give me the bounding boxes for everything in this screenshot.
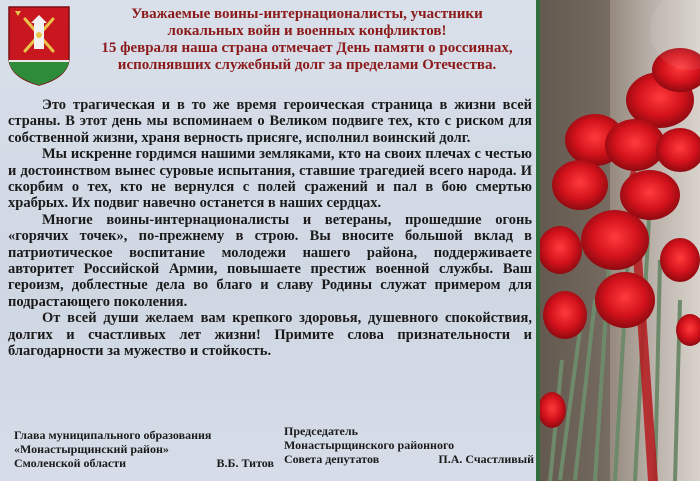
title-line-3: 15 февраля наша страна отмечает День памяти о россиянах, (101, 40, 513, 56)
sig-left-row (14, 456, 274, 470)
signature-council (284, 424, 534, 466)
carnations-photo (540, 0, 700, 481)
title-line-4: исполнявших служебный долг за пределами Отечества. (117, 57, 497, 73)
sig-left-line-3: Смоленской области (14, 456, 127, 470)
greeting-title (82, 6, 532, 74)
sig-right-line-2: Монастырщинского районного (284, 438, 455, 452)
paragraph-4: От всей души желаем вам крепкого здоровья, душевного спокойствия, долгих и счастливых лет жизни! Примите слова признательности и благодарности за мужество и стойкость. (8, 310, 532, 360)
sig-right-name: П.А. Счастливый (438, 452, 534, 466)
sig-left-line-1: Глава муниципального образования (14, 428, 212, 442)
paragraph-2: Мы искренне гордимся нашими земляками, кто на своих плечах с честью и достоинством вынес суровые испытания, ставшие трагедией всего народа. И скорбим о тех, кто не вернулся с полей сражений и пал в бою смертью храбрых. Их подвиг навечно останется в наших сердцах. (8, 146, 532, 212)
sig-left-name: В.Б. Титов (216, 456, 274, 470)
sig-right-row (284, 452, 534, 466)
paragraph-3: Многие воины-интернационалисты и ветераны, прошедшие огонь «горячих точек», по-прежнему в строю. Вы вносите большой вклад в патриотическое воспитание молодежи нашего района, поддерживаете авторитет Российской Армии, повышаете престиж военной службы. Ваш героизм, доблестные дела во благо и славу Родины служат примером для подрастающего поколения. (8, 211, 532, 310)
greeting-body (8, 97, 532, 360)
title-line-1: Уважаемые воины-интернационалисты, участники (131, 6, 483, 22)
sig-right-line-3: Совета депутатов (284, 452, 380, 466)
sig-right-line-1: Председатель (284, 424, 358, 438)
coat-of-arms-icon (7, 5, 71, 87)
title-line-2: локальных войн и военных конфликтов! (167, 23, 447, 39)
sig-left-line-2: «Монастырщинский район» (14, 442, 169, 456)
paragraph-1: Это трагическая и в то же время героическая страница в жизни всей страны. В этот день мы вспоминаем о Великом подвиге тех, кто с риском для собственной жизни, храня верность присяге, исполнил воинский долг. (8, 97, 532, 146)
signature-head (14, 428, 274, 470)
